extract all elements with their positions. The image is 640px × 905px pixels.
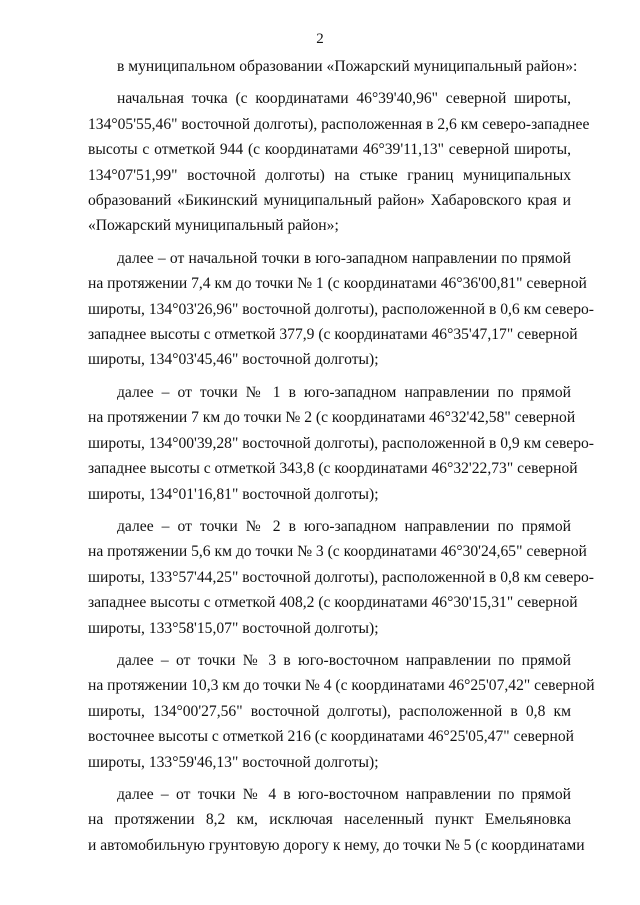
text-line: на протяжении 7,4 км до точки № 1 (с координатами 46°36'00,81" северной [88,275,587,293]
paragraph [88,54,578,79]
paragraph [88,246,594,373]
text-line: западнее высоты с отметкой 343,8 (с координатами 46°32'22,73" северной [88,460,578,478]
text-line: далее – от точки № 1 в юго-западном направлении по прямой [117,383,571,401]
text-line: западнее высоты с отметкой 377,9 (с координатами 46°35'47,17" северной [88,326,578,344]
text-line: на протяжении 8,2 км, исключая населенный пункт Емельяновка [88,811,571,829]
text-line: далее – от точки № 4 в юго-восточном направлении по прямой [117,785,571,803]
text-line: широты, 133°58'15,07" восточной долготы); [88,619,379,637]
text-line: широты, 134°00'39,28" восточной долготы), расположенной в 0,9 км северо- [88,434,594,452]
text-line: широты, 133°59'46,13" восточной долготы); [88,753,379,771]
text-line: далее – от точки № 2 в юго-западном направлении по прямой [117,517,571,535]
text-line: в муниципальном образовании «Пожарский муниципальный район»: [117,58,578,75]
text-line: на протяжении 7 км до точки № 2 (с координатами 46°32'42,58" северной [88,409,576,427]
text-line: широты, 134°03'45,46" восточной долготы); [88,351,379,369]
paragraph [88,782,585,858]
text-line: на протяжении 5,6 км до точки № 3 (с координатами 46°30'24,65" северной [88,543,587,561]
text-line: начальная точка (с координатами 46°39'40,96" северной широты, [117,90,571,108]
paragraph [88,380,594,507]
paragraph [88,648,595,775]
text-line: далее – от начальной точки в юго-западном направлении по прямой [117,249,571,267]
text-line: широты, 134°00'27,56" восточной долготы), расположенной в 0,8 км [88,702,571,720]
text-line: 134°05'55,46" восточной долготы), расположенная в 2,6 км северо-западнее [88,115,590,133]
paragraph [88,514,594,641]
text-line: широты, 133°57'44,25" восточной долготы), расположенной в 0,8 км северо- [88,568,594,586]
text-line: образований «Бикинский муниципальный район» Хабаровского края и [88,192,571,210]
text-line: «Пожарский муниципальный район»; [88,217,339,235]
text-line: и автомобильную грунтовую дорогу к нему, до точки № 5 (с координатами [88,836,585,854]
text-line: высоты с отметкой 944 (с координатами 46°39'11,13" северной широты, [88,141,571,159]
text-line: восточнее высоты с отметкой 216 (с координатами 46°25'05,47" северной [88,728,575,746]
document-body [88,54,595,865]
paragraph [88,86,590,238]
text-line: широты, 134°03'26,96" восточной долготы), расположенной в 0,6 км северо- [88,300,594,318]
page-number: 2 [316,31,324,47]
text-line: на протяжении 10,3 км до точки № 4 (с координатами 46°25'07,42" северной [88,677,595,695]
text-line: 134°07'51,99" восточной долготы) на стыке границ муниципальных [88,166,571,184]
text-line: западнее высоты с отметкой 408,2 (с координатами 46°30'15,31" северной [88,594,578,612]
text-line: широты, 134°01'16,81" восточной долготы); [88,485,379,503]
text-line: далее – от точки № 3 в юго-восточном направлении по прямой [117,651,571,669]
